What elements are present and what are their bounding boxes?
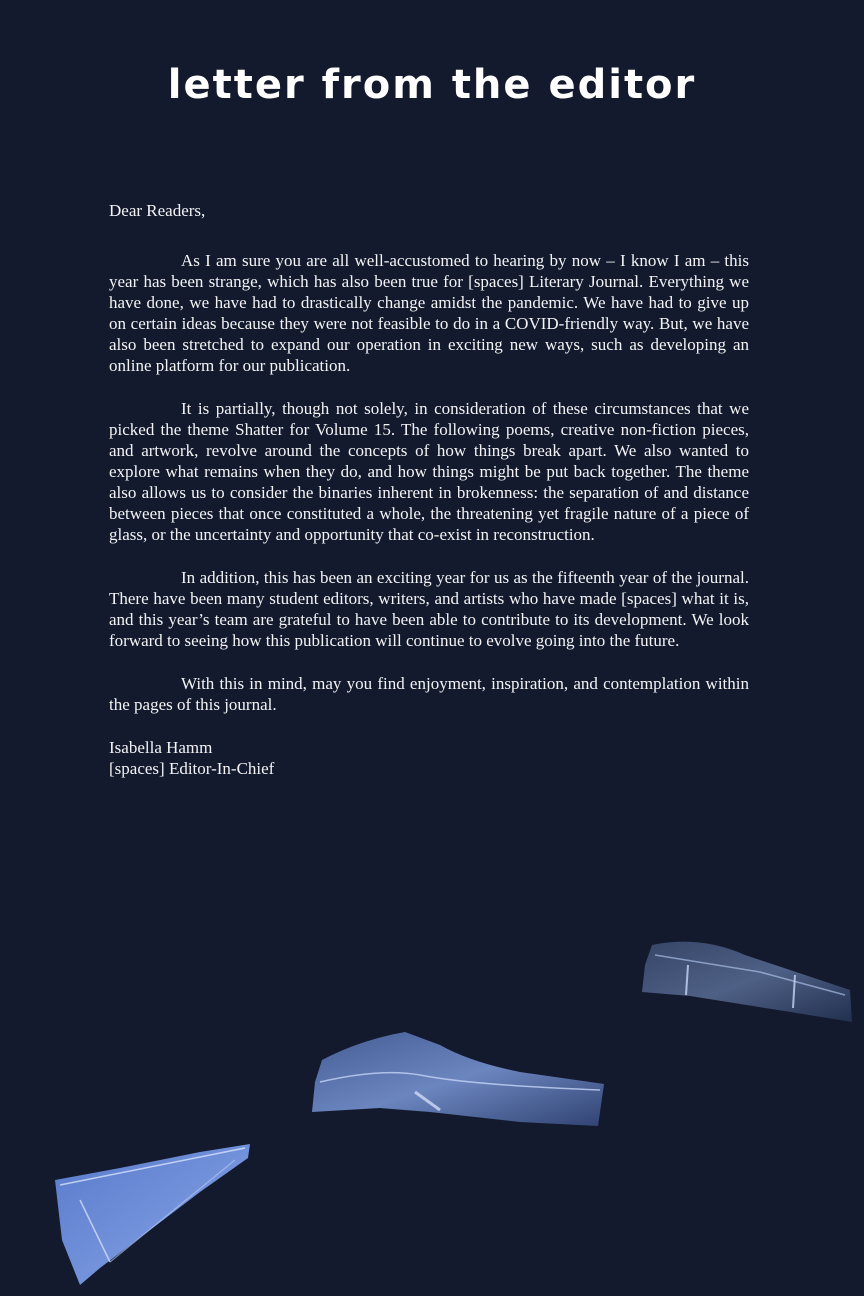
letter-paragraph-4: With this in mind, may you find enjoyment, inspiration, and contemplation within the pages of this journal. [109, 674, 749, 714]
letter-paragraph-1: As I am sure you are all well-accustomed to hearing by now – I know I am – this year has been strange, which has also been true for [spaces] Literary Journal. Everything we have done, we have had to drastically change amidst the pandemic. We have had to give up on certain ideas because they were not feasible to do in a COVID-friendly way. But, we have also been stretched to expand our operation in exciting new ways, such as developing an online platform for our publication. [109, 251, 749, 375]
letter-paragraph-2: It is partially, though not solely, in consideration of these circumstances that we picked the theme Shatter for Volume 15. The following poems, creative non-fiction pieces, and artwork, revolve around the concepts of how things break apart. We also wanted to explore what remains when they do, and how things might be put back together. The theme also allows us to consider the binaries inherent in brokenness: the separation of and distance between pieces that once constituted a whole, the threatening yet fragile nature of a piece of glass, or the uncertainty and opportunity that co-exist in reconstruction. [109, 399, 749, 544]
glass-shard-top-right [642, 942, 852, 1022]
glass-shard-bottom-left [55, 1144, 250, 1285]
signature-role: [spaces] Editor-In-Chief [109, 759, 275, 778]
page-title: letter from the editor [167, 62, 697, 108]
glass-shard-middle [312, 1032, 604, 1126]
salutation: Dear Readers, [109, 201, 206, 220]
letter-paragraph-3: In addition, this has been an exciting year for us as the fifteenth year of the journal. There have been many student editors, writers, and artists who have made [spaces] what it is, and this year’s team are grateful to have been able to contribute to its development. We look forward to seeing how this publication will continue to evolve going into the future. [109, 568, 749, 650]
signature-name: Isabella Hamm [109, 738, 213, 757]
